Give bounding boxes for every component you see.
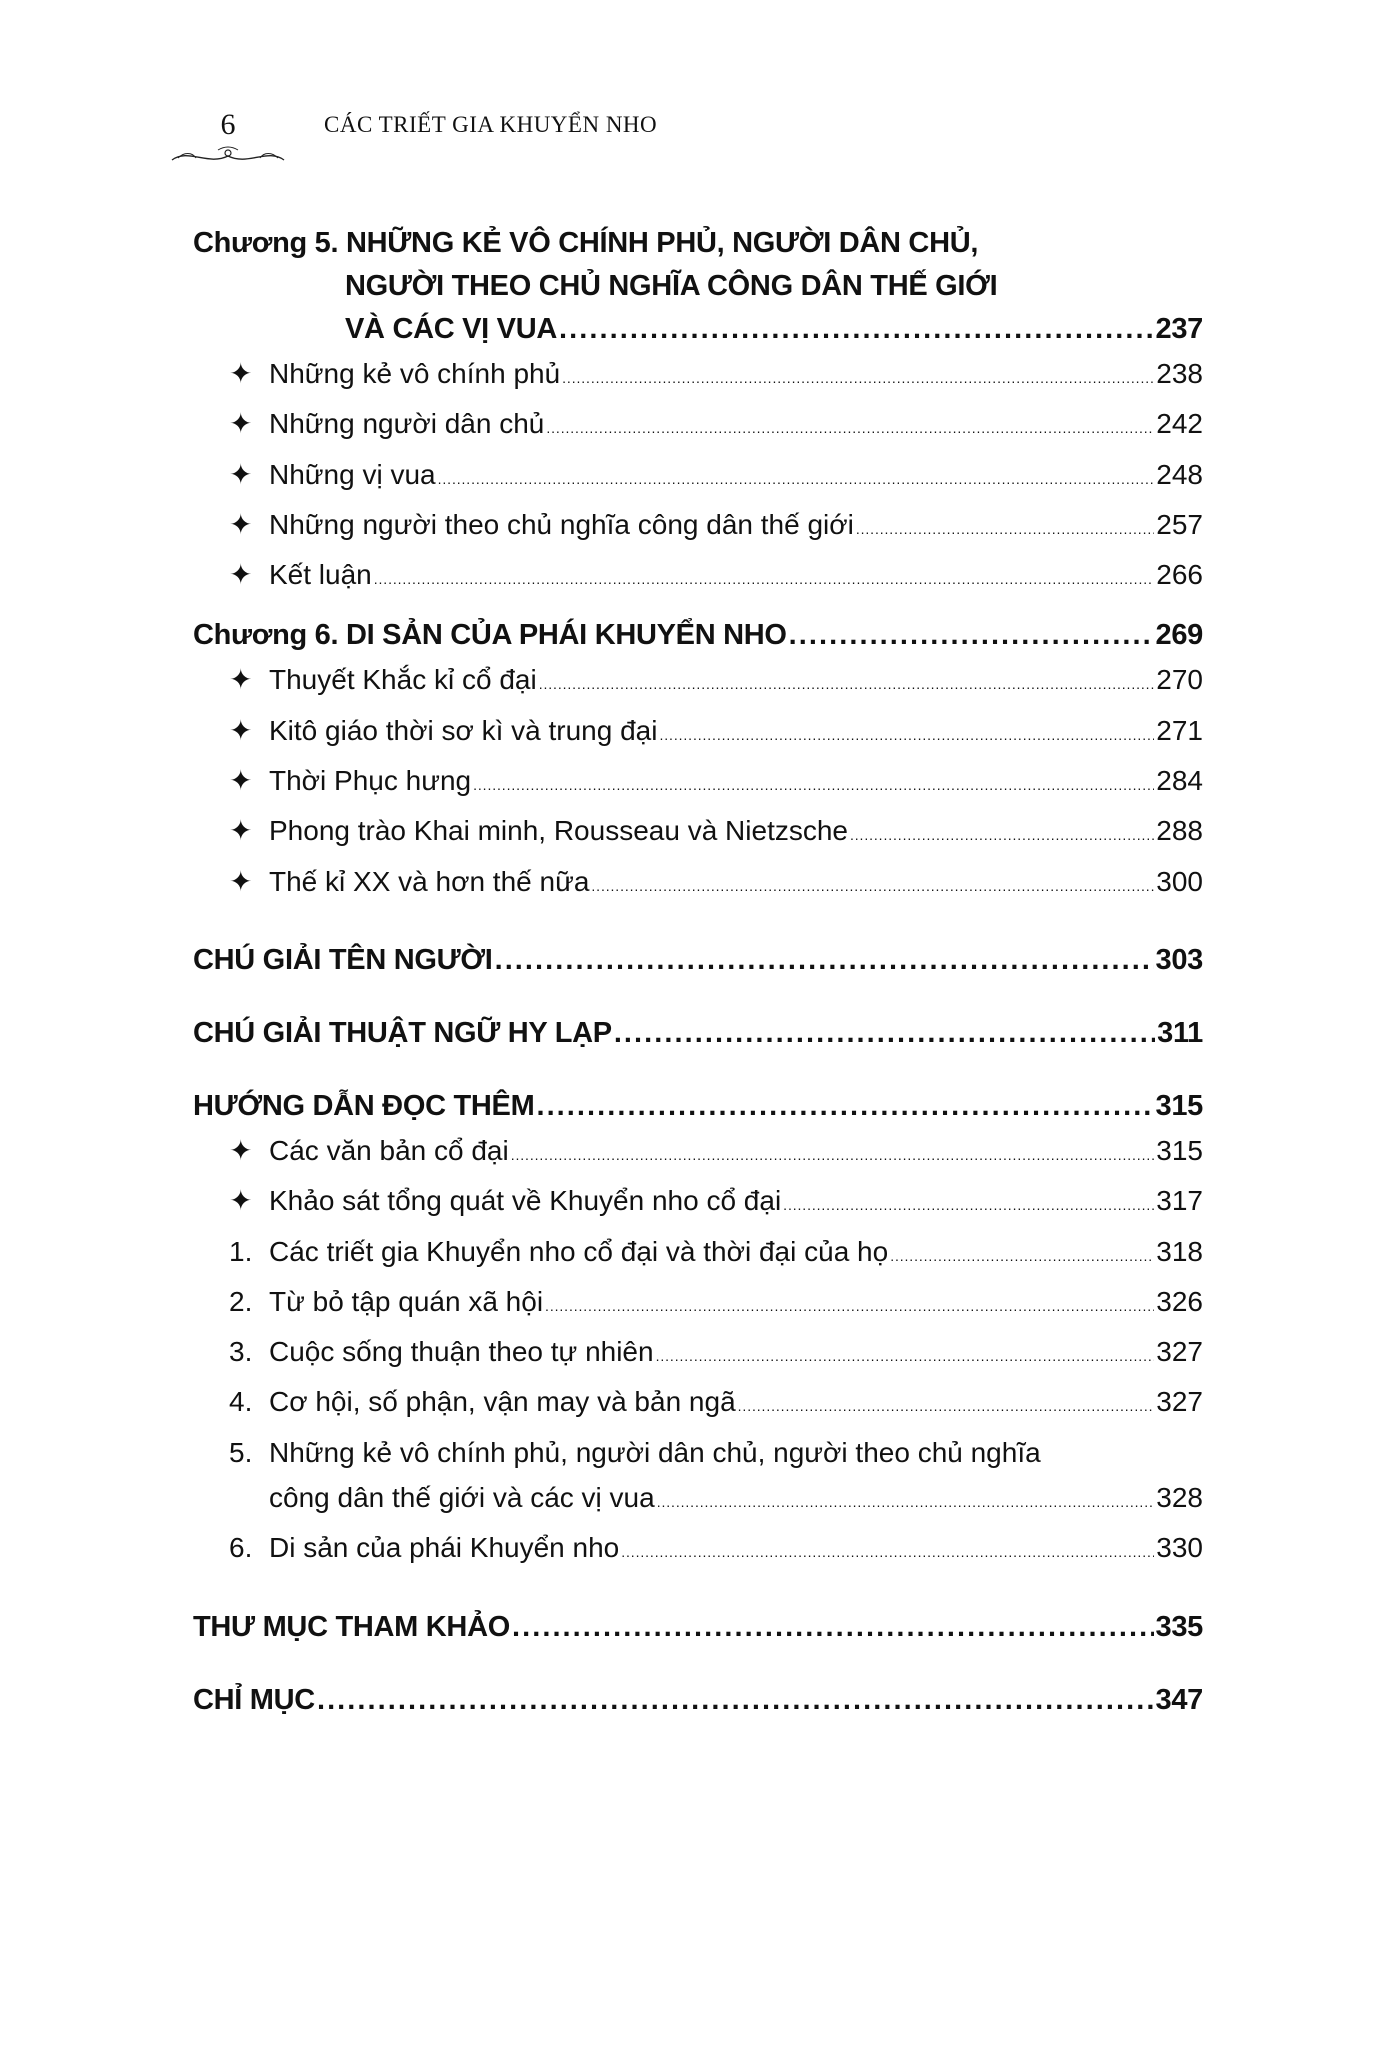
page-ref: 269 (1155, 619, 1203, 652)
toc-names-glossary: CHÚ GIẢI TÊN NGƯỜI . . . 303 (193, 939, 1203, 982)
page-ref: 300 (1156, 865, 1203, 897)
toc-item: ✦ Những người theo chủ nghĩa công dân thế giới . . . 257 (193, 502, 1203, 552)
toc-item: ✦ Những kẻ vô chính phủ . . . 238 (193, 351, 1203, 401)
page-ref: 318 (1156, 1235, 1203, 1267)
dot-leader (545, 1279, 1154, 1329)
dot-leader (562, 351, 1154, 401)
toc-item: ✦ Kitô giáo thời sơ kì và trung đại . . . 271 (193, 708, 1203, 758)
dot-leader (473, 758, 1154, 808)
toc-item: 6. Di sản của phái Khuyển nho . . . 330 (193, 1525, 1203, 1575)
dot-leader (614, 1012, 1155, 1055)
dot-leader (783, 1178, 1154, 1228)
toc-item: ✦ Những vị vua . . . 248 (193, 452, 1203, 502)
page-header (168, 108, 657, 166)
toc-item: ✦ Kết luận . . . 266 (193, 552, 1203, 602)
toc-item-5-line1: 5. Những kẻ vô chính phủ, người dân chủ, người theo chủ nghĩa (193, 1430, 1203, 1475)
toc-item: ✦ Các văn bản cổ đại . . . 315 (193, 1128, 1203, 1178)
toc-item: ✦ Khảo sát tổng quát về Khuyển nho cổ đại . . . 317 (193, 1178, 1203, 1228)
page-ref: 242 (1156, 408, 1203, 440)
star-bullet-icon: ✦ (229, 865, 253, 897)
dot-leader (438, 452, 1155, 502)
flourish-ornament-icon (168, 144, 288, 166)
running-title: CÁC TRIẾT GIA KHUYỂN NHO (324, 112, 658, 137)
table-of-contents (193, 222, 1203, 1722)
dot-leader (850, 808, 1154, 858)
item-number: 3. (229, 1336, 253, 1368)
page-ref: 327 (1156, 1336, 1203, 1368)
page-ref: 237 (1155, 313, 1203, 345)
page-ref: 326 (1156, 1285, 1203, 1317)
dot-leader (789, 614, 1154, 657)
toc-bibliography: THƯ MỤC THAM KHẢO . . . 335 (193, 1606, 1203, 1649)
toc-greek-glossary: CHÚ GIẢI THUẬT NGỮ HY LẠP . . . 311 (193, 1012, 1203, 1055)
toc-chapter-5-line1: Chương 5. NHỮNG KẺ VÔ CHÍNH PHỦ, NGƯỜI DÂN CHỦ, (193, 227, 979, 259)
page-ref: 327 (1156, 1386, 1203, 1418)
dot-leader (317, 1679, 1154, 1722)
toc-item: 4. Cơ hội, số phận, vận may và bản ngã . . . 327 (193, 1379, 1203, 1429)
star-bullet-icon: ✦ (229, 815, 253, 847)
page-ref: 284 (1156, 765, 1203, 797)
star-bullet-icon: ✦ (229, 358, 253, 389)
star-bullet-icon: ✦ (229, 458, 253, 490)
dot-leader (546, 401, 1154, 451)
page-ref: 288 (1156, 815, 1203, 847)
page-ref: 330 (1156, 1532, 1203, 1564)
page-ref: 248 (1156, 458, 1203, 490)
page-ref: 315 (1155, 1089, 1203, 1122)
item-number: 2. (229, 1285, 253, 1317)
dot-leader (621, 1525, 1154, 1575)
item-number: 1. (229, 1235, 253, 1267)
item-number: 6. (229, 1532, 253, 1564)
page-ref: 315 (1156, 1134, 1203, 1166)
toc-index: CHỈ MỤC . . . 347 (193, 1679, 1203, 1722)
star-bullet-icon: ✦ (229, 408, 253, 440)
page-ref: 257 (1156, 508, 1203, 540)
page-ref: 303 (1155, 943, 1203, 976)
toc-chapter-5-line2: NGƯỜI THEO CHỦ NGHĨA CÔNG DÂN THẾ GIỚI (345, 270, 998, 302)
toc-item: ✦ Thời Phục hưng . . . 284 (193, 758, 1203, 808)
dot-leader (656, 1329, 1155, 1379)
page-number: 6 (220, 108, 236, 141)
star-bullet-icon: ✦ (229, 1134, 253, 1166)
dot-leader (659, 708, 1154, 758)
toc-item: ✦ Thế kỉ XX và hơn thế nữa . . . 300 (193, 859, 1203, 909)
toc-item: ✦ Thuyết Khắc kỉ cổ đại . . . 270 (193, 657, 1203, 707)
page-ref: 270 (1156, 664, 1203, 696)
star-bullet-icon: ✦ (229, 1185, 253, 1217)
toc-chapter-6: Chương 6. DI SẢN CỦA PHÁI KHUYỂN NHO . . . 269 (193, 614, 1203, 657)
toc-item-5-line2: công dân thế giới và các vị vua . . . 328 (193, 1475, 1203, 1525)
dot-leader (374, 552, 1155, 602)
dot-leader (536, 1085, 1153, 1128)
dot-leader (512, 1606, 1154, 1649)
dot-leader (890, 1229, 1154, 1279)
toc-item: ✦ Phong trào Khai minh, Rousseau và Nietzsche . . . 288 (193, 808, 1203, 858)
star-bullet-icon: ✦ (229, 765, 253, 797)
page-ref: 317 (1156, 1185, 1203, 1217)
star-bullet-icon: ✦ (229, 714, 253, 746)
item-number: 4. (229, 1386, 253, 1418)
dot-leader (495, 939, 1154, 982)
star-bullet-icon: ✦ (229, 559, 253, 591)
toc-item: 1. Các triết gia Khuyển nho cổ đại và thời đại của họ . . . 318 (193, 1229, 1203, 1279)
toc-further-reading: HƯỚNG DẪN ĐỌC THÊM . . . 315 (193, 1085, 1203, 1128)
toc-item: 2. Từ bỏ tập quán xã hội . . . 326 (193, 1279, 1203, 1329)
toc-item: ✦ Những người dân chủ . . . 242 (193, 401, 1203, 451)
star-bullet-icon: ✦ (229, 664, 253, 696)
item-number: 5. (229, 1436, 253, 1468)
page-ref: 328 (1156, 1482, 1203, 1514)
dot-leader (856, 502, 1154, 552)
page-ref: 266 (1156, 559, 1203, 591)
page-ref: 238 (1156, 358, 1203, 389)
toc-chapter-5-line3: VÀ CÁC VỊ VUA . . . 237 (193, 308, 1203, 351)
page-ref: 347 (1155, 1683, 1203, 1716)
dot-leader (738, 1379, 1155, 1429)
page-ref: 271 (1156, 714, 1203, 746)
page-number-block (168, 108, 288, 166)
dot-leader (591, 859, 1154, 909)
page-ref: 311 (1157, 1016, 1203, 1049)
dot-leader (511, 1128, 1155, 1178)
dot-leader (539, 657, 1155, 707)
star-bullet-icon: ✦ (229, 508, 253, 540)
dot-leader (559, 308, 1153, 351)
toc-item: 3. Cuộc sống thuận theo tự nhiên . . . 327 (193, 1329, 1203, 1379)
page-ref: 335 (1155, 1610, 1203, 1643)
dot-leader (657, 1475, 1155, 1525)
